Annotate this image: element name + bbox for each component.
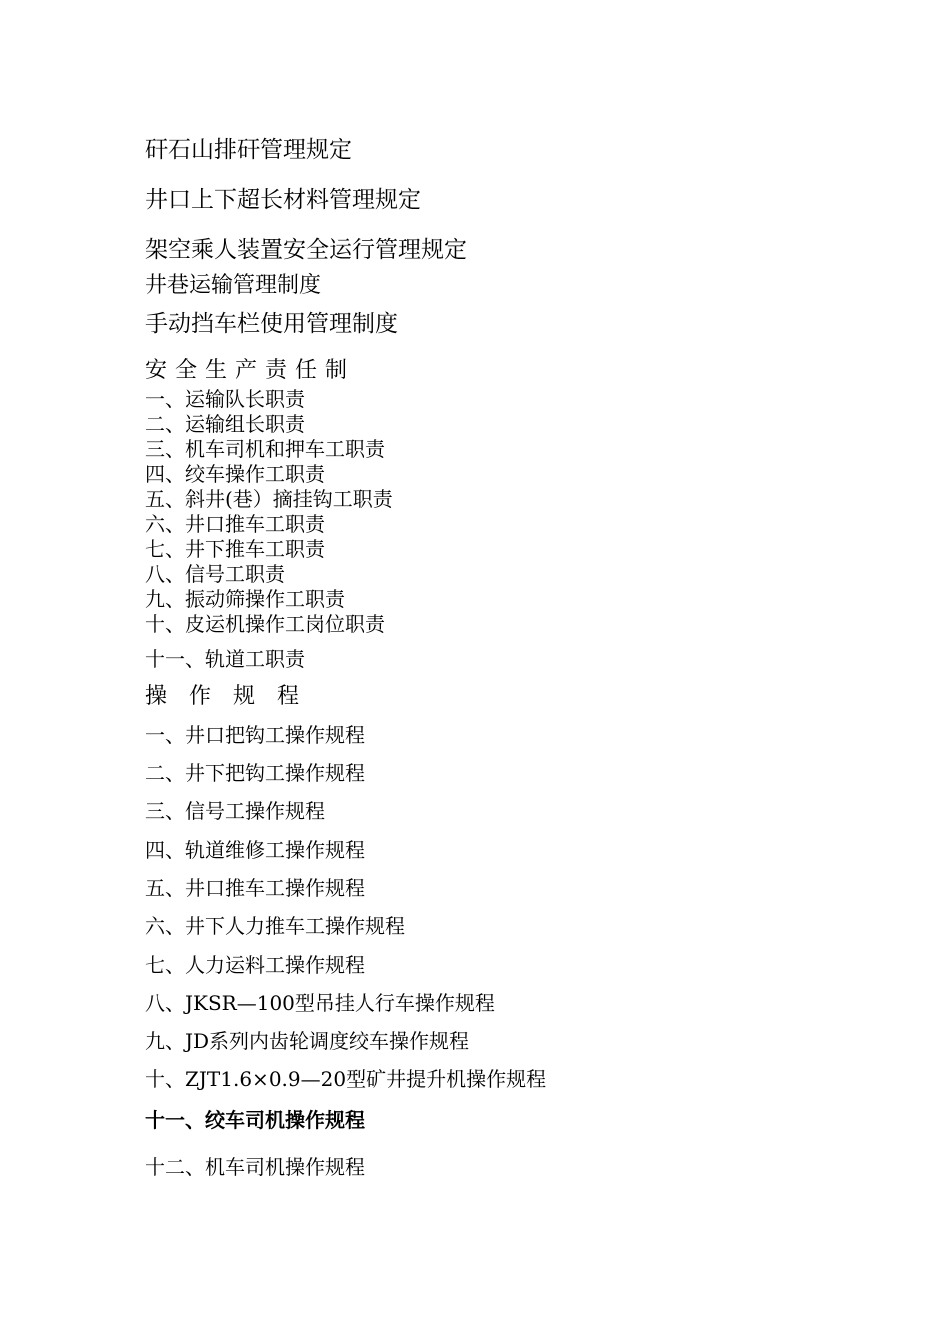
section-title-responsibility: 安全生产责任制 (145, 358, 356, 383)
heading-long-material-rules: 井口上下超长材料管理规定 (145, 187, 421, 213)
list-item: 十一、轨道工职责 (145, 647, 305, 671)
list-item: 六、井下人力推车工操作规程 (145, 914, 405, 938)
section-title-procedures: 操作规程 (145, 684, 322, 709)
heading-transport-system: 井巷运输管理制度 (145, 273, 322, 298)
list-item: 九、振动筛操作工职责 (145, 587, 345, 611)
list-item: 五、斜井(巷）摘挂钩工职责 (145, 487, 393, 511)
list-item: 十二、机车司机操作规程 (145, 1155, 365, 1179)
list-item: 一、运输队长职责 (145, 387, 305, 411)
list-item: 七、人力运料工操作规程 (145, 953, 365, 977)
list-item: 二、井下把钩工操作规程 (145, 761, 365, 785)
list-item: 一、井口把钩工操作规程 (145, 723, 365, 747)
heading-ropeway-rules: 架空乘人装置安全运行管理规定 (145, 237, 467, 263)
list-item: 四、绞车操作工职责 (145, 462, 325, 486)
heading-gangue-rules: 矸石山排矸管理规定 (145, 137, 352, 163)
list-item: 十一、绞车司机操作规程 (145, 1108, 365, 1132)
list-item: 四、轨道维修工操作规程 (145, 838, 365, 862)
list-item: 九、JD系列内齿轮调度绞车操作规程 (145, 1029, 470, 1053)
list-item: 八、信号工职责 (145, 562, 285, 586)
list-item: 六、井口推车工职责 (145, 512, 325, 536)
list-item: 三、信号工操作规程 (145, 799, 325, 823)
list-item: 七、井下推车工职责 (145, 537, 325, 561)
heading-stopper-system: 手动挡车栏使用管理制度 (145, 311, 398, 337)
list-item: 五、井口推车工操作规程 (145, 876, 365, 900)
list-item: 八、JKSR—100型吊挂人行车操作规程 (145, 991, 495, 1015)
list-item: 三、机车司机和押车工职责 (145, 437, 385, 461)
list-item: 二、运输组长职责 (145, 412, 305, 436)
list-item: 十、皮运机操作工岗位职责 (145, 612, 385, 636)
list-item: 十、ZJT1.6×0.9—20型矿井提升机操作规程 (145, 1067, 547, 1091)
